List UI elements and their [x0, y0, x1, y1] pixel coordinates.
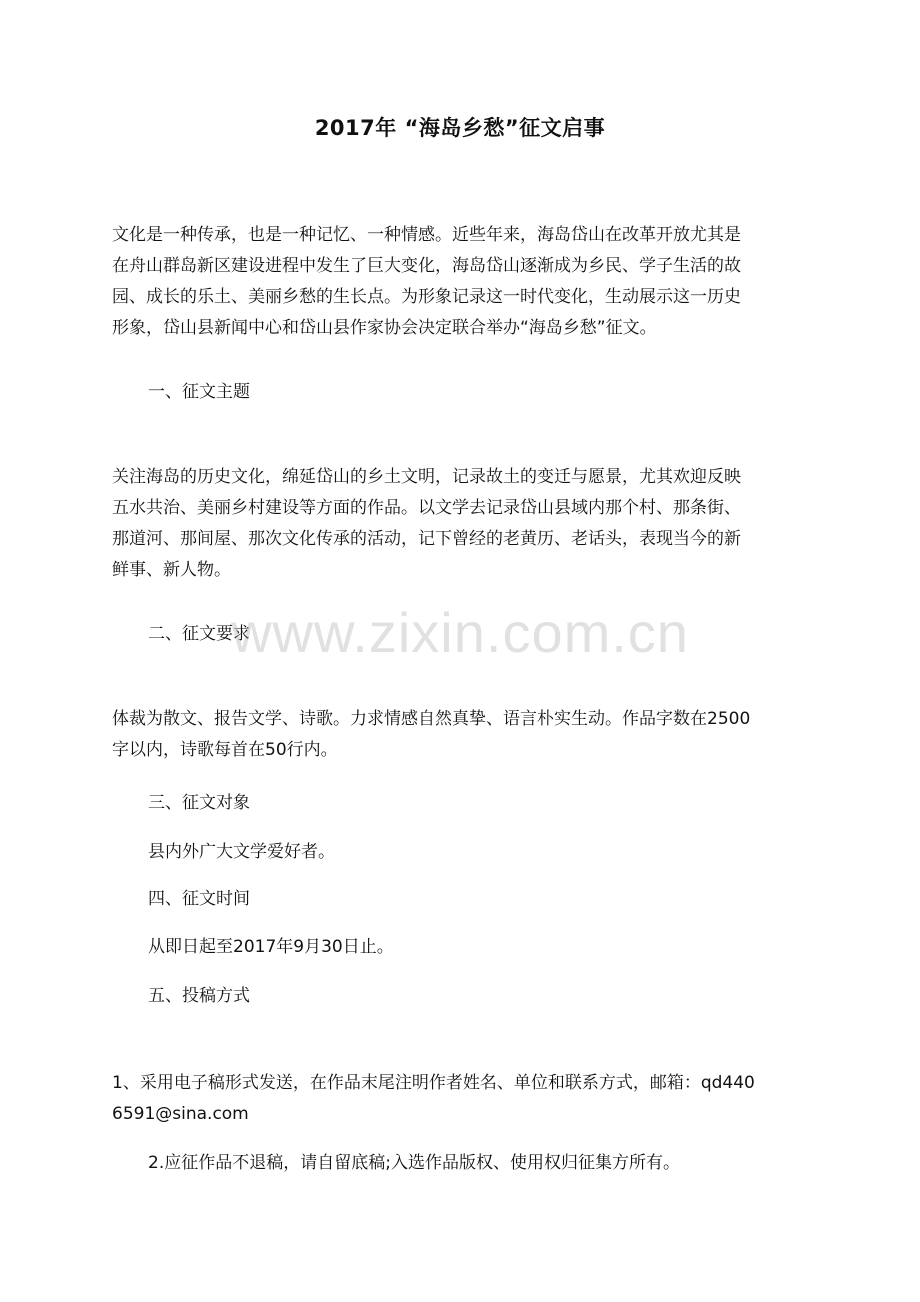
theme-line: 鲜事、新人物。	[112, 560, 231, 580]
watermark: www.zixin.com.cn	[231, 601, 689, 664]
intro-line: 形象，岱山县新闻中心和岱山县作家协会决定联合举办“海岛乡愁”征文。	[112, 318, 657, 338]
section-heading-submission: 五、投稿方式	[148, 986, 250, 1006]
submission-line: 1、采用电子稿形式发送，在作品末尾注明作者姓名、单位和联系方式，邮箱：qd440	[112, 1073, 755, 1093]
section-heading-audience: 三、征文对象	[148, 793, 250, 813]
section-audience-text: 县内外广大文学爱好者。	[148, 842, 335, 862]
section-heading-time: 四、征文时间	[148, 889, 250, 909]
section-heading-requirements: 二、征文要求	[148, 624, 250, 644]
intro-line: 园、成长的乐土、美丽乡愁的生长点。为形象记录这一时代变化，生动展示这一历史	[112, 287, 741, 307]
requirements-line: 体裁为散文、报告文学、诗歌。力求情感自然真挚、语言朴实生动。作品字数在2500	[112, 709, 751, 729]
section-time-text: 从即日起至2017年9月30日止。	[148, 937, 394, 957]
intro-line: 在舟山群岛新区建设进程中发生了巨大变化，海岛岱山逐渐成为乡民、学子生活的故	[112, 256, 741, 276]
requirements-line: 字以内，诗歌每首在50行内。	[112, 740, 338, 760]
section-heading-theme: 一、征文主题	[148, 382, 250, 402]
theme-line: 那道河、那间屋、那次文化传承的活动，记下曾经的老黄历、老话头，表现当今的新	[112, 529, 741, 549]
submission-item-1	[112, 1068, 802, 1130]
submission-item-2: 2.应征作品不退稿，请自留底稿;入选作品版权、使用权归征集方所有。	[148, 1153, 680, 1173]
submission-email-line: 6591@sina.com	[112, 1104, 249, 1124]
theme-line: 五水共治、美丽乡村建设等方面的作品。以文学去记录岱山县域内那个村、那条街、	[112, 498, 741, 518]
intro-paragraph	[112, 220, 802, 344]
theme-line: 关注海岛的历史文化，绵延岱山的乡土文明，记录故土的变迁与愿景，尤其欢迎反映	[112, 467, 741, 487]
intro-line: 文化是一种传承，也是一种记忆、一种情感。近些年来，海岛岱山在改革开放尤其是	[112, 225, 741, 245]
document-title: 2017年 “海岛乡愁”征文启事	[314, 116, 606, 140]
section-theme-paragraph	[112, 462, 802, 586]
section-requirements-paragraph	[112, 704, 802, 766]
